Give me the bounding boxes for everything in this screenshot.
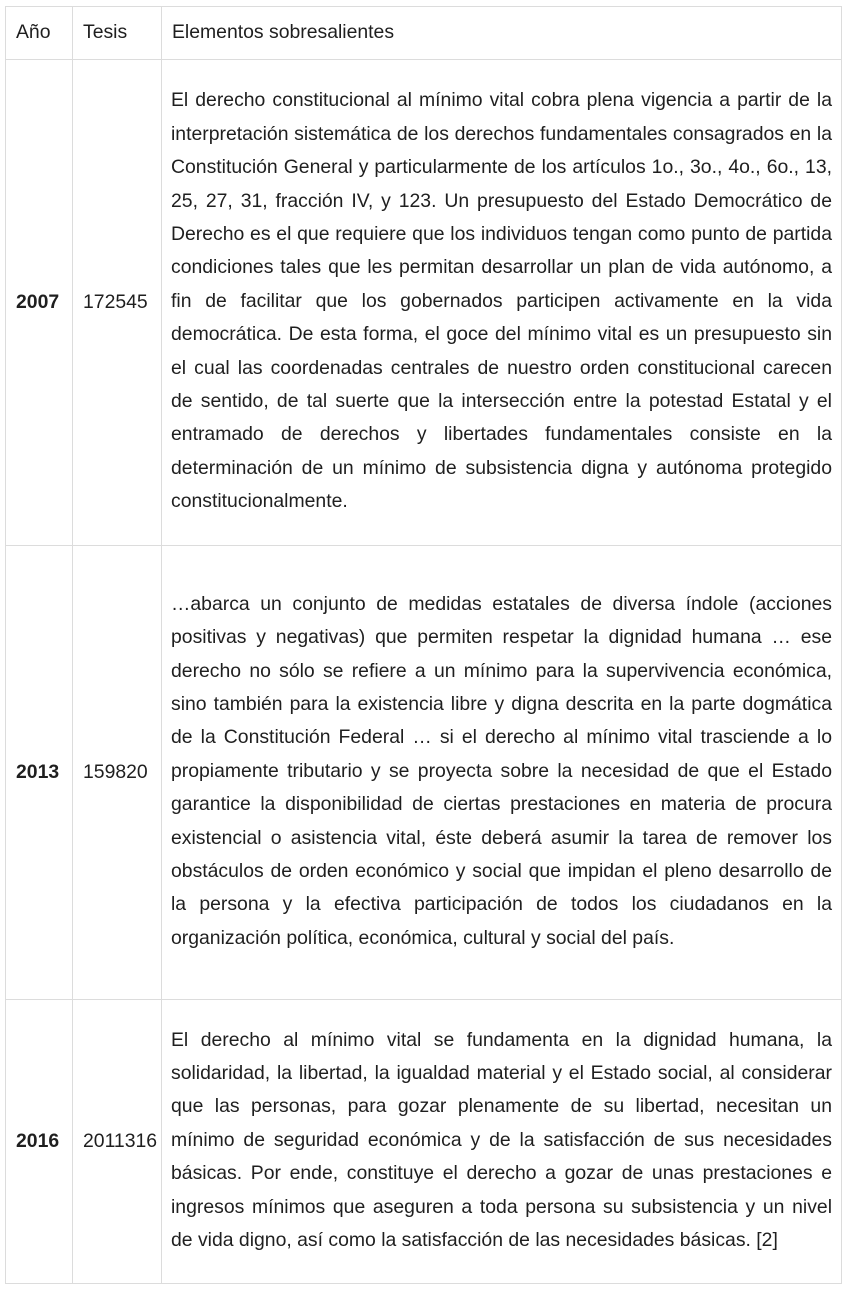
- header-year: Año: [6, 7, 73, 60]
- row-tesis: 159820: [73, 546, 162, 1000]
- header-elements: Elementos sobresalientes: [162, 7, 842, 60]
- table-row: [6, 60, 842, 546]
- row-year: 2013: [6, 546, 73, 1000]
- table-row: [6, 546, 842, 1000]
- thesis-table: [5, 6, 842, 1284]
- row-tesis: 172545: [73, 60, 162, 546]
- header-tesis: Tesis: [73, 7, 162, 60]
- row-tesis: 2011316: [73, 1000, 162, 1284]
- row-elements-text: El derecho constitucional al mínimo vital cobra plena vigencia a partir de la interpretación sistemática de los derechos fundamentales consagrados en la Constitución General y particularmente de los artículos 1o., 3o., 4o., 6o., 13, 25, 27, 31, fracción IV, y 123. Un presupuesto del Estado Democrático de Derecho es el que requiere que los individuos tengan como punto de partida condiciones tales que les permitan desarrollar un plan de vida autónomo, a fin de facilitar que los gobernados participen activamente en la vida democrática. De esta forma, el goce del mínimo vital es un presupuesto sin el cual las coordenadas centrales de nuestro orden constitucional carecen de sentido, de tal suerte que la intersección entre la potestad Estatal y el entramado de derechos y libertades fundamentales consiste en la determinación de un mínimo de subsistencia digna y autónoma protegido constitucionalmente.: [162, 60, 842, 546]
- table-row: [6, 1000, 842, 1284]
- row-year: 2016: [6, 1000, 73, 1284]
- row-elements-text: El derecho al mínimo vital se fundamenta en la dignidad humana, la solidaridad, la libertad, la igualdad material y el Estado social, al considerar que las personas, para gozar plenamente de su libertad, necesitan un mínimo de seguridad económica y de la satisfacción de sus necesidades básicas. Por ende, constituye el derecho a gozar de unas prestaciones e ingresos mínimos que aseguren a toda persona su subsistencia y un nivel de vida digno, así como la satisfacción de las necesidades básicas. [2]: [162, 1000, 842, 1284]
- row-elements-text: …abarca un conjunto de medidas estatales de diversa índole (acciones positivas y negativas) que permiten respetar la dignidad humana … ese derecho no sólo se refiere a un mínimo para la supervivencia económica, sino también para la existencia libre y digna descrita en la parte dogmática de la Constitución Federal … si el derecho al mínimo vital trasciende a lo propiamente tributario y se proyecta sobre la necesidad de que el Estado garantice la disponibilidad de ciertas prestaciones en materia de procura existencial o asistencia vital, éste deberá asumir la tarea de remover los obstáculos de orden económico y social que impidan el pleno desarrollo de la persona y la efectiva participación de todos los ciudadanos en la organización política, económica, cultural y social del país.: [162, 546, 842, 1000]
- row-year: 2007: [6, 60, 73, 546]
- table-header-row: [6, 7, 842, 60]
- thesis-table-container: [5, 6, 841, 1284]
